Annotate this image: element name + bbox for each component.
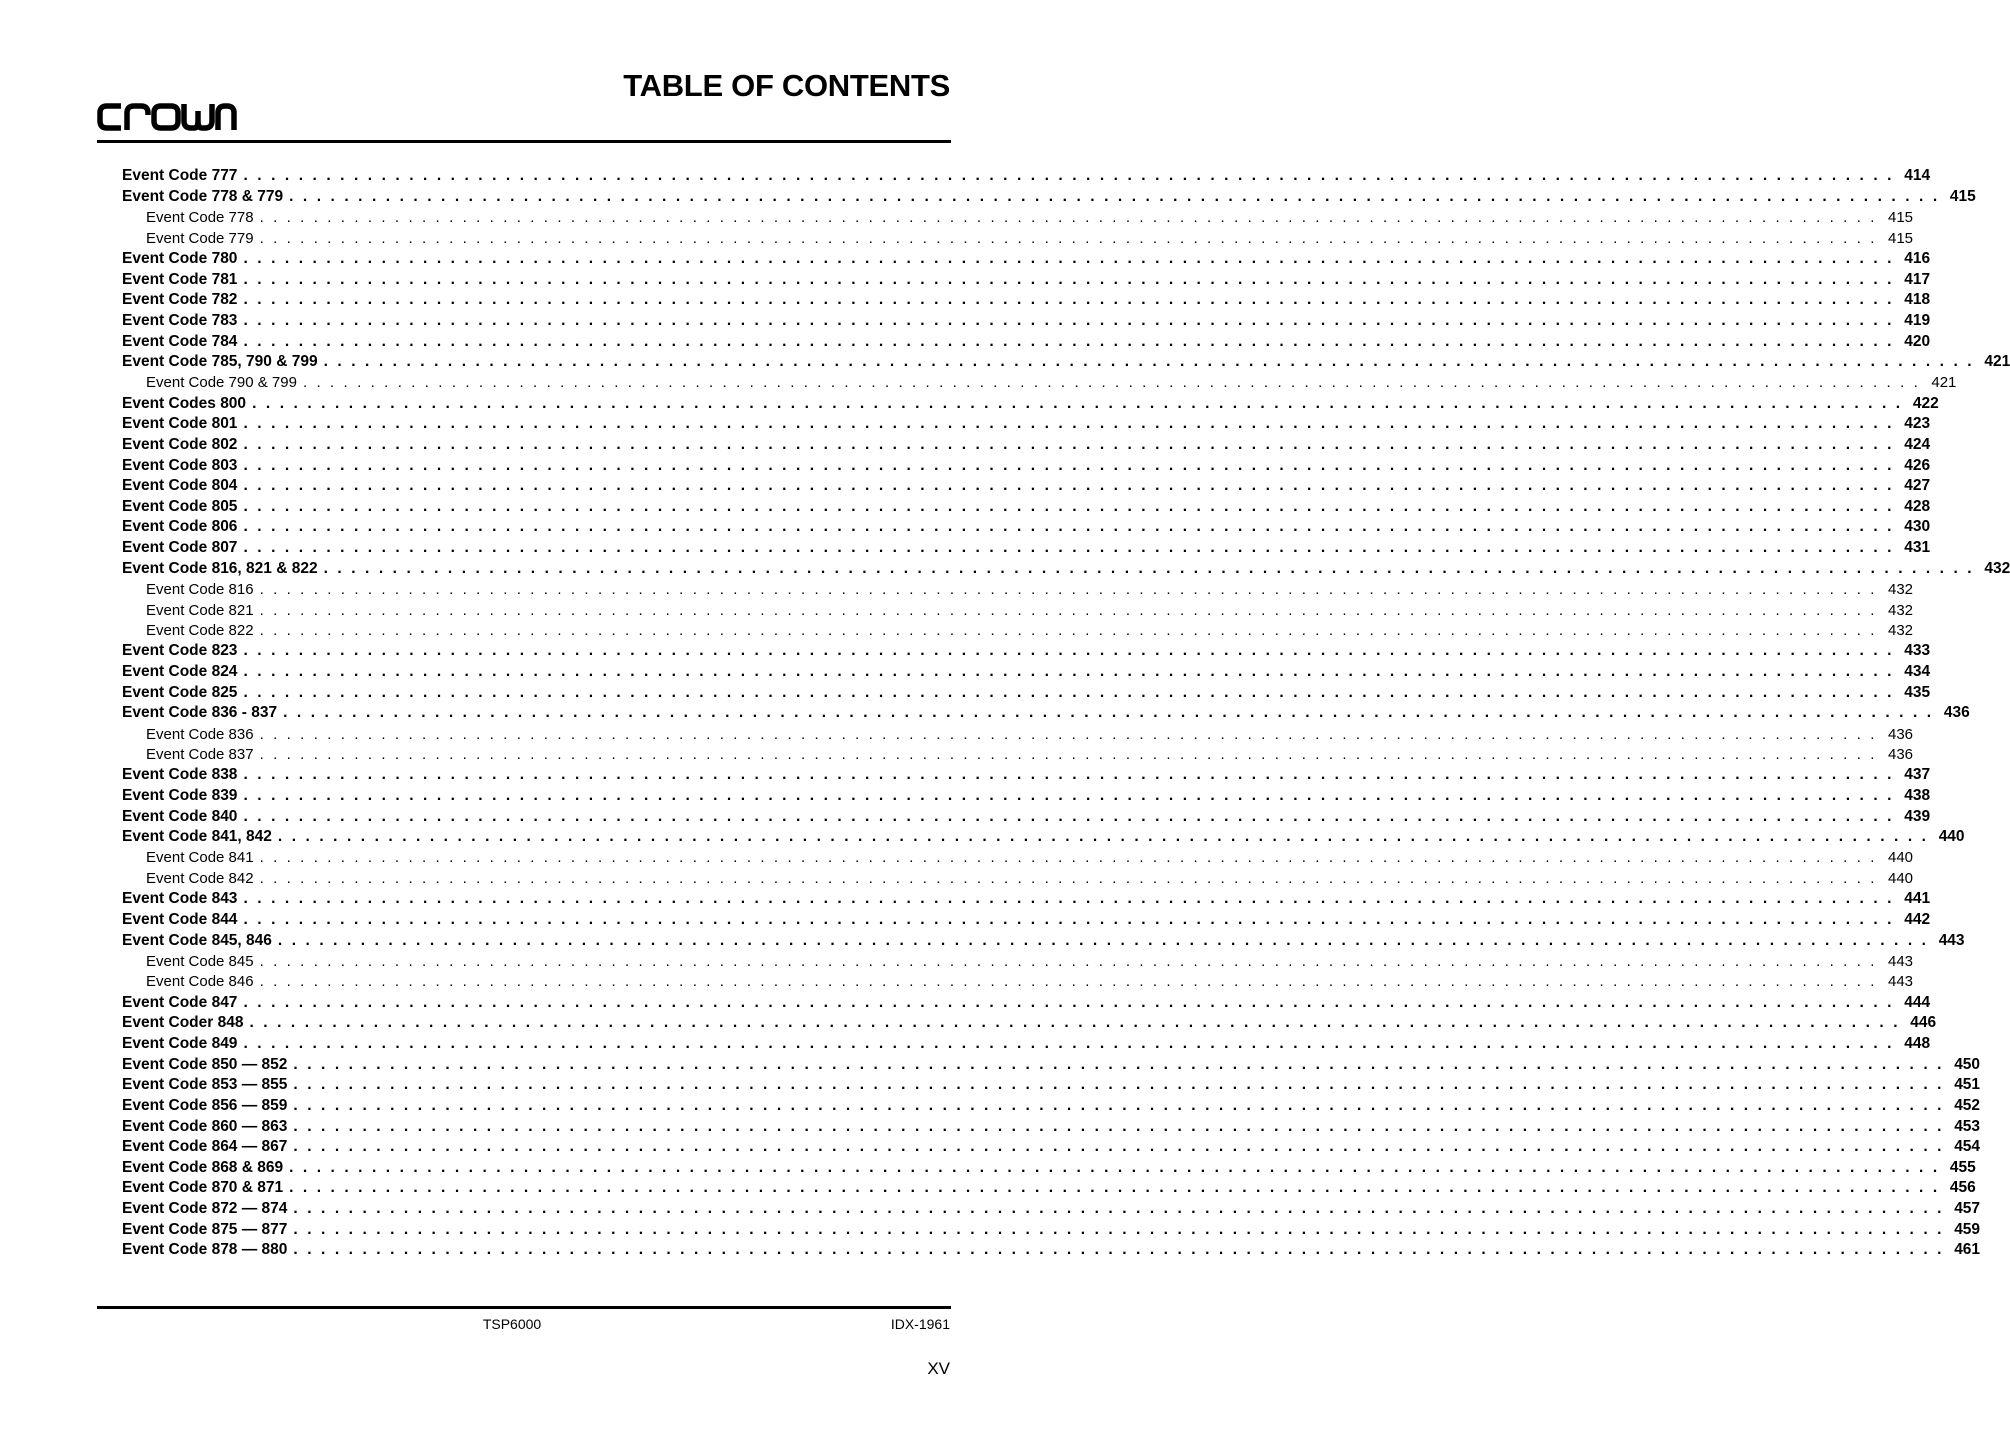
toc-entry-title: Event Code 836 xyxy=(146,726,260,743)
page-title: TABLE OF CONTENTS xyxy=(623,68,950,103)
toc-entry-title: Event Code 878 — 880 xyxy=(122,1241,293,1259)
toc-entry[interactable] xyxy=(122,1096,1981,1117)
toc-dot-leader: . . . . . . . . . . . . . . . . . . . . . . . . . . . . . . . . . . . . . . . . . . . . . . . . . . . . . . . . . . . . . . . . . . . . . . . . . . . . . . . . . . . . . . . . . . . . . . . . . . . . . . . . . . . . . . . . . . . . . . . . xyxy=(243,497,1895,515)
toc-entry[interactable] xyxy=(122,703,1970,724)
toc-dot-leader: . . . . . . . . . . . . . . . . . . . . . . . . . . . . . . . . . . . . . . . . . . . . . . . . . . . . . . . . . . . . . . . . . . . . . . . . . . . . . . . . . . . . . . . . . . . . . . . . . . . . . . . . . . . . . . . . . . . . . . . . xyxy=(243,890,1895,908)
crown-logo xyxy=(97,101,237,133)
toc-dot-leader: . . . . . . . . . . . . . . . . . . . . . . . . . . . . . . . . . . . . . . . . . . . . . . . . . . . . . . . . . . . . . . . . . . . . . . . . . . . . . . . . . . . . . . . . . . . . . . . . . . . . . . . . . . . . . . . . . . . . . . . . xyxy=(293,1220,1945,1238)
toc-entry-page: 426 xyxy=(1894,457,1930,475)
toc-entry-page: 448 xyxy=(1894,1035,1930,1053)
toc-entry-title: Event Code 782 xyxy=(122,291,243,309)
toc-dot-leader: . . . . . . . . . . . . . . . . . . . . . . . . . . . . . . . . . . . . . . . . . . . . . . . . . . . . . . . . . . . . . . . . . . . . . . . . . . . . . . . . . . . . . . . . . . . . . . . . . . . . . . . . . . . . . . . . . . . . . . . . xyxy=(293,1096,1945,1114)
toc-entry-title: Event Code 842 xyxy=(146,870,260,887)
toc-entry[interactable] xyxy=(122,538,1931,559)
toc-entry-page: 436 xyxy=(1877,746,1913,763)
toc-entry-page: 432 xyxy=(1877,581,1913,598)
toc-entry-title: Event Code 846 xyxy=(146,973,260,990)
toc-subentry[interactable] xyxy=(122,951,1914,972)
toc-entry-page: 418 xyxy=(1894,291,1930,309)
toc-entry-title: Event Code 870 & 871 xyxy=(122,1179,289,1197)
toc-entry[interactable] xyxy=(122,476,1931,497)
toc-entry-title: Event Codes 800 xyxy=(122,395,252,413)
toc-dot-leader: . . . . . . . . . . . . . . . . . . . . . . . . . . . . . . . . . . . . . . . . . . . . . . . . . . . . . . . . . . . . . . . . . . . . . . . . . . . . . . . . . . . . . . . . . . . . . . . . . . . . . . . . . . . . . . . . . . . . . . . . xyxy=(293,1138,1945,1156)
toc-dot-leader: . . . . . . . . . . . . . . . . . . . . . . . . . . . . . . . . . . . . . . . . . . . . . . . . . . . . . . . . . . . . . . . . . . . . . . . . . . . . . . . . . . . . . . . . . . . . . . . . . . . . . . . . . . . . . . . . . . . . . . . . xyxy=(243,456,1895,474)
toc-entry[interactable] xyxy=(122,827,1965,848)
toc-dot-leader: . . . . . . . . . . . . . . . . . . . . . . . . . . . . . . . . . . . . . . . . . . . . . . . . . . . . . . . . . . . . . . . . . . . . . . . . . . . . . . . . . . . . . . . . . . . . . . . . . . . . . . . . . . . . . . . . . . . . . . . . xyxy=(259,229,1878,247)
toc-dot-leader: . . . . . . . . . . . . . . . . . . . . . . . . . . . . . . . . . . . . . . . . . . . . . . . . . . . . . . . . . . . . . . . . . . . . . . . . . . . . . . . . . . . . . . . . . . . . . . . . . . . . . . . . . . . . . . . . . . . . . . . . xyxy=(293,1241,1945,1259)
toc-dot-leader: . . . . . . . . . . . . . . . . . . . . . . . . . . . . . . . . . . . . . . . . . . . . . . . . . . . . . . . . . . . . . . . . . . . . . . . . . . . . . . . . . . . . . . . . . . . . . . . . . . . . . . . . . . . . . . . . . . . . . . . . xyxy=(243,311,1895,329)
toc-entry-title: Event Code 840 xyxy=(122,808,243,826)
toc-entry-page: 432 xyxy=(1877,602,1913,619)
toc-entry[interactable] xyxy=(122,889,1931,910)
toc-entry-page: 428 xyxy=(1894,498,1930,516)
toc-entry-page: 452 xyxy=(1944,1097,1980,1115)
toc-dot-leader: . . . . . . . . . . . . . . . . . . . . . . . . . . . . . . . . . . . . . . . . . . . . . . . . . . . . . . . . . . . . . . . . . . . . . . . . . . . . . . . . . . . . . . . . . . . . . . . . . . . . . . . . . . . . . . . . . . . . . . . . xyxy=(293,1200,1945,1218)
toc-entry-page: 416 xyxy=(1894,250,1930,268)
toc-entry-title: Event Code 780 xyxy=(122,250,243,268)
toc-entry-page: 431 xyxy=(1894,539,1930,557)
footer-document-id: TSP6000 xyxy=(482,1316,542,1332)
toc-entry-title: Event Code 860 — 863 xyxy=(122,1118,293,1136)
toc-entry-title: Event Code 777 xyxy=(122,167,243,185)
toc-entry-title: Event Code 856 — 859 xyxy=(122,1097,293,1115)
toc-entry-page: 417 xyxy=(1894,271,1930,289)
toc-entry-title: Event Code 804 xyxy=(122,477,243,495)
toc-dot-leader: . . . . . . . . . . . . . . . . . . . . . . . . . . . . . . . . . . . . . . . . . . . . . . . . . . . . . . . . . . . . . . . . . . . . . . . . . . . . . . . . . . . . . . . . . . . . . . . . . . . . . . . . . . . . . . . . . . . . . . . . xyxy=(243,332,1895,350)
toc-entry-title: Event Code 779 xyxy=(146,230,260,247)
toc-dot-leader: . . . . . . . . . . . . . . . . . . . . . . . . . . . . . . . . . . . . . . . . . . . . . . . . . . . . . . . . . . . . . . . . . . . . . . . . . . . . . . . . . . . . . . . . . . . . . . . . . . . . . . . . . . . . . . . . . . . . . . . . xyxy=(259,952,1878,970)
toc-entry[interactable] xyxy=(122,1178,1976,1199)
toc-entry-title: Event Code 783 xyxy=(122,312,243,330)
toc-entry[interactable] xyxy=(122,682,1931,703)
toc-entry-page: 419 xyxy=(1894,312,1930,330)
toc-entry-page: 437 xyxy=(1894,766,1930,784)
toc-entry-page: 415 xyxy=(1940,188,1976,206)
toc-entry-page: 427 xyxy=(1894,477,1930,495)
toc-dot-leader: . . . . . . . . . . . . . . . . . . . . . . . . . . . . . . . . . . . . . . . . . . . . . . . . . . . . . . . . . . . . . . . . . . . . . . . . . . . . . . . . . . . . . . . . . . . . . . . . . . . . . . . . . . . . . . . . . . . . . . . . xyxy=(323,353,1975,371)
toc-dot-leader: . . . . . . . . . . . . . . . . . . . . . . . . . . . . . . . . . . . . . . . . . . . . . . . . . . . . . . . . . . . . . . . . . . . . . . . . . . . . . . . . . . . . . . . . . . . . . . . . . . . . . . . . . . . . . . . . . . . . . . . . xyxy=(289,1179,1940,1197)
toc-entry-page: 434 xyxy=(1894,663,1930,681)
toc-entry-page: 432 xyxy=(1877,622,1913,639)
toc-entry[interactable] xyxy=(122,352,2010,373)
toc-dot-leader: . . . . . . . . . . . . . . . . . . . . . . . . . . . . . . . . . . . . . . . . . . . . . . . . . . . . . . . . . . . . . . . . . . . . . . . . . . . . . . . . . . . . . . . . . . . . . . . . . . . . . . . . . . . . . . . . . . . . . . . . xyxy=(277,931,1929,949)
toc-entry-title: Event Code 839 xyxy=(122,787,243,805)
toc-dot-leader: . . . . . . . . . . . . . . . . . . . . . . . . . . . . . . . . . . . . . . . . . . . . . . . . . . . . . . . . . . . . . . . . . . . . . . . . . . . . . . . . . . . . . . . . . . . . . . . . . . . . . . . . . . . . . . . . . . . . . . . . xyxy=(293,1117,1945,1135)
toc-dot-leader: . . . . . . . . . . . . . . . . . . . . . . . . . . . . . . . . . . . . . . . . . . . . . . . . . . . . . . . . . . . . . . . . . . . . . . . . . . . . . . . . . . . . . . . . . . . . . . . . . . . . . . . . . . . . . . . . . . . . . . . . xyxy=(243,1034,1895,1052)
toc-subentry[interactable] xyxy=(122,972,1914,993)
toc-dot-leader: . . . . . . . . . . . . . . . . . . . . . . . . . . . . . . . . . . . . . . . . . . . . . . . . . . . . . . . . . . . . . . . . . . . . . . . . . . . . . . . . . . . . . . . . . . . . . . . . . . . . . . . . . . . . . . . . . . . . . . . . xyxy=(293,1055,1945,1073)
toc-entry-title: Event Code 802 xyxy=(122,436,243,454)
toc-dot-leader: . . . . . . . . . . . . . . . . . . . . . . . . . . . . . . . . . . . . . . . . . . . . . . . . . . . . . . . . . . . . . . . . . . . . . . . . . . . . . . . . . . . . . . . . . . . . . . . . . . . . . . . . . . . . . . . . . . . . . . . . xyxy=(323,559,1975,577)
toc-entry[interactable] xyxy=(122,331,1931,352)
toc-subentry[interactable] xyxy=(122,744,1914,765)
toc-entry-title: Event Code 845 xyxy=(146,953,260,970)
toc-entry-title: Event Code 801 xyxy=(122,415,243,433)
toc-subentry[interactable] xyxy=(122,868,1914,889)
toc-entry-title: Event Code 847 xyxy=(122,994,243,1012)
toc-entry-page: 440 xyxy=(1877,849,1913,866)
toc-dot-leader: . . . . . . . . . . . . . . . . . . . . . . . . . . . . . . . . . . . . . . . . . . . . . . . . . . . . . . . . . . . . . . . . . . . . . . . . . . . . . . . . . . . . . . . . . . . . . . . . . . . . . . . . . . . . . . . . . . . . . . . . xyxy=(259,973,1878,991)
toc-entry-title: Event Code 850 — 852 xyxy=(122,1056,293,1074)
toc-entry-page: 457 xyxy=(1944,1200,1980,1218)
toc-dot-leader: . . . . . . . . . . . . . . . . . . . . . . . . . . . . . . . . . . . . . . . . . . . . . . . . . . . . . . . . . . . . . . . . . . . . . . . . . . . . . . . . . . . . . . . . . . . . . . . . . . . . . . . . . . . . . . . . . . . . . . . . xyxy=(243,539,1895,557)
toc-subentry[interactable] xyxy=(122,373,1957,394)
toc-dot-leader: . . . . . . . . . . . . . . . . . . . . . . . . . . . . . . . . . . . . . . . . . . . . . . . . . . . . . . . . . . . . . . . . . . . . . . . . . . . . . . . . . . . . . . . . . . . . . . . . . . . . . . . . . . . . . . . . . . . . . . . . xyxy=(243,477,1895,495)
toc-entry-page: 444 xyxy=(1894,994,1930,1012)
toc-dot-leader: . . . . . . . . . . . . . . . . . . . . . . . . . . . . . . . . . . . . . . . . . . . . . . . . . . . . . . . . . . . . . . . . . . . . . . . . . . . . . . . . . . . . . . . . . . . . . . . . . . . . . . . . . . . . . . . . . . . . . . . . xyxy=(283,704,1934,722)
toc-entry-page: 423 xyxy=(1894,415,1930,433)
toc-dot-leader: . . . . . . . . . . . . . . . . . . . . . . . . . . . . . . . . . . . . . . . . . . . . . . . . . . . . . . . . . . . . . . . . . . . . . . . . . . . . . . . . . . . . . . . . . . . . . . . . . . . . . . . . . . . . . . . . . . . . . . . . xyxy=(243,993,1895,1011)
toc-entry[interactable] xyxy=(122,1116,1981,1137)
toc-entry-title: Event Code 841 xyxy=(146,849,260,866)
toc-entry-title: Event Code 822 xyxy=(146,622,260,639)
toc-dot-leader: . . . . . . . . . . . . . . . . . . . . . . . . . . . . . . . . . . . . . . . . . . . . . . . . . . . . . . . . . . . . . . . . . . . . . . . . . . . . . . . . . . . . . . . . . . . . . . . . . . . . . . . . . . . . . . . . . . . . . . . . xyxy=(293,1076,1945,1094)
toc-dot-leader: . . . . . . . . . . . . . . . . . . . . . . . . . . . . . . . . . . . . . . . . . . . . . . . . . . . . . . . . . . . . . . . . . . . . . . . . . . . . . . . . . . . . . . . . . . . . . . . . . . . . . . . . . . . . . . . . . . . . . . . . xyxy=(243,291,1895,309)
footer-rule xyxy=(97,1306,951,1309)
toc-subentry[interactable] xyxy=(122,207,1914,228)
toc-entry-page: 420 xyxy=(1894,333,1930,351)
header-rule xyxy=(97,140,951,143)
toc-dot-leader: . . . . . . . . . . . . . . . . . . . . . . . . . . . . . . . . . . . . . . . . . . . . . . . . . . . . . . . . . . . . . . . . . . . . . . . . . . . . . . . . . . . . . . . . . . . . . . . . . . . . . . . . . . . . . . . . . . . . . . . . xyxy=(259,622,1878,640)
toc-dot-leader: . . . . . . . . . . . . . . . . . . . . . . . . . . . . . . . . . . . . . . . . . . . . . . . . . . . . . . . . . . . . . . . . . . . . . . . . . . . . . . . . . . . . . . . . . . . . . . . . . . . . . . . . . . . . . . . . . . . . . . . . xyxy=(243,663,1895,681)
toc-entry[interactable] xyxy=(122,497,1931,518)
toc-subentry[interactable] xyxy=(122,620,1914,641)
toc-entry-page: 415 xyxy=(1877,230,1913,247)
toc-entry-title: Event Code 825 xyxy=(122,684,243,702)
page-number: XV xyxy=(927,1359,950,1378)
toc-entry[interactable] xyxy=(122,455,1931,476)
toc-entry[interactable] xyxy=(122,1240,1981,1261)
toc-entry-title: Event Coder 848 xyxy=(122,1014,249,1032)
toc-dot-leader: . . . . . . . . . . . . . . . . . . . . . . . . . . . . . . . . . . . . . . . . . . . . . . . . . . . . . . . . . . . . . . . . . . . . . . . . . . . . . . . . . . . . . . . . . . . . . . . . . . . . . . . . . . . . . . . . . . . . . . . . xyxy=(243,910,1895,928)
toc-entry-title: Event Code 821 xyxy=(146,602,260,619)
toc-entry-page: 424 xyxy=(1894,436,1930,454)
toc-entry-title: Event Code 790 & 799 xyxy=(146,374,303,391)
toc-entry-page: 421 xyxy=(1974,353,2010,371)
toc-dot-leader: . . . . . . . . . . . . . . . . . . . . . . . . . . . . . . . . . . . . . . . . . . . . . . . . . . . . . . . . . . . . . . . . . . . . . . . . . . . . . . . . . . . . . . . . . . . . . . . . . . . . . . . . . . . . . . . . . . . . . . . . xyxy=(252,394,1903,412)
toc-entry-page: 440 xyxy=(1929,828,1965,846)
toc-entry-page: 443 xyxy=(1929,932,1965,950)
toc-entry-page: 414 xyxy=(1894,167,1930,185)
toc-entry-title: Event Code 824 xyxy=(122,663,243,681)
toc-entry-title: Event Code 806 xyxy=(122,518,243,536)
toc-entry-page: 438 xyxy=(1894,787,1930,805)
toc-entry[interactable] xyxy=(122,290,1931,311)
toc-entry-title: Event Code 849 xyxy=(122,1035,243,1053)
toc-entry-page: 432 xyxy=(1974,560,2010,578)
toc-dot-leader: . . . . . . . . . . . . . . . . . . . . . . . . . . . . . . . . . . . . . . . . . . . . . . . . . . . . . . . . . . . . . . . . . . . . . . . . . . . . . . . . . . . . . . . . . . . . . . . . . . . . . . . . . . . . . . . . . . . . . . . . xyxy=(243,518,1895,536)
toc-dot-leader: . . . . . . . . . . . . . . . . . . . . . . . . . . . . . . . . . . . . . . . . . . . . . . . . . . . . . . . . . . . . . . . . . . . . . . . . . . . . . . . . . . . . . . . . . . . . . . . . . . . . . . . . . . . . . . . . . . . . . . . . xyxy=(302,374,1921,392)
toc-entry[interactable] xyxy=(122,517,1931,538)
toc-entry-page: 415 xyxy=(1877,209,1913,226)
toc-entry[interactable] xyxy=(122,1219,1981,1240)
toc-entry[interactable] xyxy=(122,249,1931,270)
toc-entry-page: 422 xyxy=(1903,395,1939,413)
toc-entry[interactable] xyxy=(122,187,1976,208)
toc-entry-title: Event Code 837 xyxy=(146,746,260,763)
toc-dot-leader: . . . . . . . . . . . . . . . . . . . . . . . . . . . . . . . . . . . . . . . . . . . . . . . . . . . . . . . . . . . . . . . . . . . . . . . . . . . . . . . . . . . . . . . . . . . . . . . . . . . . . . . . . . . . . . . . . . . . . . . . xyxy=(243,415,1895,433)
toc-dot-leader: . . . . . . . . . . . . . . . . . . . . . . . . . . . . . . . . . . . . . . . . . . . . . . . . . . . . . . . . . . . . . . . . . . . . . . . . . . . . . . . . . . . . . . . . . . . . . . . . . . . . . . . . . . . . . . . . . . . . . . . . xyxy=(243,766,1895,784)
toc-entry-title: Event Code 843 xyxy=(122,890,243,908)
toc-subentry[interactable] xyxy=(122,848,1914,869)
toc-entry-title: Event Code 872 — 874 xyxy=(122,1200,293,1218)
toc-entry[interactable] xyxy=(122,414,1931,435)
toc-dot-leader: . . . . . . . . . . . . . . . . . . . . . . . . . . . . . . . . . . . . . . . . . . . . . . . . . . . . . . . . . . . . . . . . . . . . . . . . . . . . . . . . . . . . . . . . . . . . . . . . . . . . . . . . . . . . . . . . . . . . . . . . xyxy=(259,725,1878,743)
toc-entry-title: Event Code 784 xyxy=(122,333,243,351)
toc-dot-leader: . . . . . . . . . . . . . . . . . . . . . . . . . . . . . . . . . . . . . . . . . . . . . . . . . . . . . . . . . . . . . . . . . . . . . . . . . . . . . . . . . . . . . . . . . . . . . . . . . . . . . . . . . . . . . . . . . . . . . . . . xyxy=(243,435,1895,453)
toc-entry[interactable] xyxy=(122,166,1931,187)
toc-entry[interactable] xyxy=(122,269,1931,290)
toc-entry-title: Event Code 803 xyxy=(122,457,243,475)
toc-entry[interactable] xyxy=(122,806,1931,827)
toc-entry[interactable] xyxy=(122,1034,1931,1055)
toc-entry-page: 454 xyxy=(1944,1138,1980,1156)
toc-entry-title: Event Code 778 xyxy=(146,209,260,226)
toc-subentry[interactable] xyxy=(122,228,1914,249)
toc-entry-title: Event Code 778 & 779 xyxy=(122,188,289,206)
toc-entry-page: 450 xyxy=(1944,1056,1980,1074)
toc-entry[interactable] xyxy=(122,558,2010,579)
toc-entry[interactable] xyxy=(122,786,1931,807)
footer-index-code: IDX-1961 xyxy=(890,1316,950,1332)
toc-entry-title: Event Code 836 - 837 xyxy=(122,704,283,722)
toc-entry-page: 435 xyxy=(1894,684,1930,702)
toc-entry[interactable] xyxy=(122,1137,1981,1158)
toc-entry[interactable] xyxy=(122,910,1931,931)
toc-entry-page: 436 xyxy=(1934,704,1970,722)
toc-dot-leader: . . . . . . . . . . . . . . . . . . . . . . . . . . . . . . . . . . . . . . . . . . . . . . . . . . . . . . . . . . . . . . . . . . . . . . . . . . . . . . . . . . . . . . . . . . . . . . . . . . . . . . . . . . . . . . . . . . . . . . . . xyxy=(277,828,1929,846)
toc-entry[interactable] xyxy=(122,1075,1981,1096)
toc-entry-page: 440 xyxy=(1877,870,1913,887)
toc-entry[interactable] xyxy=(122,765,1931,786)
toc-dot-leader: . . . . . . . . . . . . . . . . . . . . . . . . . . . . . . . . . . . . . . . . . . . . . . . . . . . . . . . . . . . . . . . . . . . . . . . . . . . . . . . . . . . . . . . . . . . . . . . . . . . . . . . . . . . . . . . . . . . . . . . . xyxy=(243,167,1895,185)
toc-entry[interactable] xyxy=(122,641,1931,662)
toc-subentry[interactable] xyxy=(122,579,1914,600)
toc-entry[interactable] xyxy=(122,311,1931,332)
toc-dot-leader: . . . . . . . . . . . . . . . . . . . . . . . . . . . . . . . . . . . . . . . . . . . . . . . . . . . . . . . . . . . . . . . . . . . . . . . . . . . . . . . . . . . . . . . . . . . . . . . . . . . . . . . . . . . . . . . . . . . . . . . . xyxy=(289,187,1940,205)
table-of-contents xyxy=(122,166,2010,1261)
toc-entry[interactable] xyxy=(122,1054,1981,1075)
toc-entry-title: Event Code 807 xyxy=(122,539,243,557)
toc-entry-title: Event Code 868 & 869 xyxy=(122,1159,289,1177)
toc-dot-leader: . . . . . . . . . . . . . . . . . . . . . . . . . . . . . . . . . . . . . . . . . . . . . . . . . . . . . . . . . . . . . . . . . . . . . . . . . . . . . . . . . . . . . . . . . . . . . . . . . . . . . . . . . . . . . . . . . . . . . . . . xyxy=(259,870,1878,888)
toc-entry-page: 443 xyxy=(1877,953,1913,970)
toc-entry-page: 461 xyxy=(1944,1241,1980,1259)
toc-entry-page: 443 xyxy=(1877,973,1913,990)
toc-entry-page: 456 xyxy=(1940,1179,1976,1197)
toc-entry-page: 455 xyxy=(1940,1159,1976,1177)
toc-entry-page: 433 xyxy=(1894,642,1930,660)
toc-entry-title: Event Code 845, 846 xyxy=(122,932,278,950)
toc-entry-title: Event Code 816 xyxy=(146,581,260,598)
toc-dot-leader: . . . . . . . . . . . . . . . . . . . . . . . . . . . . . . . . . . . . . . . . . . . . . . . . . . . . . . . . . . . . . . . . . . . . . . . . . . . . . . . . . . . . . . . . . . . . . . . . . . . . . . . . . . . . . . . . . . . . . . . . xyxy=(259,209,1878,227)
toc-entry[interactable] xyxy=(122,1199,1981,1220)
toc-subentry[interactable] xyxy=(122,600,1914,621)
toc-dot-leader: . . . . . . . . . . . . . . . . . . . . . . . . . . . . . . . . . . . . . . . . . . . . . . . . . . . . . . . . . . . . . . . . . . . . . . . . . . . . . . . . . . . . . . . . . . . . . . . . . . . . . . . . . . . . . . . . . . . . . . . . xyxy=(243,249,1895,267)
toc-entry-page: 453 xyxy=(1944,1118,1980,1136)
toc-dot-leader: . . . . . . . . . . . . . . . . . . . . . . . . . . . . . . . . . . . . . . . . . . . . . . . . . . . . . . . . . . . . . . . . . . . . . . . . . . . . . . . . . . . . . . . . . . . . . . . . . . . . . . . . . . . . . . . . . . . . . . . . xyxy=(289,1158,1940,1176)
toc-entry-title: Event Code 805 xyxy=(122,498,243,516)
toc-dot-leader: . . . . . . . . . . . . . . . . . . . . . . . . . . . . . . . . . . . . . . . . . . . . . . . . . . . . . . . . . . . . . . . . . . . . . . . . . . . . . . . . . . . . . . . . . . . . . . . . . . . . . . . . . . . . . . . . . . . . . . . . xyxy=(243,787,1895,805)
toc-entry-page: 446 xyxy=(1900,1014,1936,1032)
toc-entry[interactable] xyxy=(122,930,1965,951)
toc-dot-leader: . . . . . . . . . . . . . . . . . . . . . . . . . . . . . . . . . . . . . . . . . . . . . . . . . . . . . . . . . . . . . . . . . . . . . . . . . . . . . . . . . . . . . . . . . . . . . . . . . . . . . . . . . . . . . . . . . . . . . . . . xyxy=(243,807,1895,825)
toc-dot-leader: . . . . . . . . . . . . . . . . . . . . . . . . . . . . . . . . . . . . . . . . . . . . . . . . . . . . . . . . . . . . . . . . . . . . . . . . . . . . . . . . . . . . . . . . . . . . . . . . . . . . . . . . . . . . . . . . . . . . . . . . xyxy=(259,849,1878,867)
toc-entry-title: Event Code 853 — 855 xyxy=(122,1076,293,1094)
toc-entry-page: 442 xyxy=(1894,911,1930,929)
toc-entry-title: Event Code 864 — 867 xyxy=(122,1138,293,1156)
toc-entry[interactable] xyxy=(122,662,1931,683)
toc-subentry[interactable] xyxy=(122,724,1914,745)
toc-entry-page: 459 xyxy=(1944,1221,1980,1239)
toc-entry-page: 441 xyxy=(1894,890,1930,908)
toc-dot-leader: . . . . . . . . . . . . . . . . . . . . . . . . . . . . . . . . . . . . . . . . . . . . . . . . . . . . . . . . . . . . . . . . . . . . . . . . . . . . . . . . . . . . . . . . . . . . . . . . . . . . . . . . . . . . . . . . . . . . . . . . xyxy=(249,1014,1901,1032)
toc-entry-title: Event Code 838 xyxy=(122,766,243,784)
toc-entry-title: Event Code 816, 821 & 822 xyxy=(122,560,324,578)
toc-entry-title: Event Code 823 xyxy=(122,642,243,660)
toc-entry-title: Event Code 785, 790 & 799 xyxy=(122,353,324,371)
toc-dot-leader: . . . . . . . . . . . . . . . . . . . . . . . . . . . . . . . . . . . . . . . . . . . . . . . . . . . . . . . . . . . . . . . . . . . . . . . . . . . . . . . . . . . . . . . . . . . . . . . . . . . . . . . . . . . . . . . . . . . . . . . . xyxy=(243,683,1895,701)
toc-dot-leader: . . . . . . . . . . . . . . . . . . . . . . . . . . . . . . . . . . . . . . . . . . . . . . . . . . . . . . . . . . . . . . . . . . . . . . . . . . . . . . . . . . . . . . . . . . . . . . . . . . . . . . . . . . . . . . . . . . . . . . . . xyxy=(243,270,1895,288)
toc-entry[interactable] xyxy=(122,1013,1937,1034)
toc-entry-title: Event Code 841, 842 xyxy=(122,828,278,846)
toc-entry-page: 436 xyxy=(1877,726,1913,743)
toc-entry-page: 421 xyxy=(1920,374,1956,391)
toc-entry-page: 451 xyxy=(1944,1076,1980,1094)
toc-entry[interactable] xyxy=(122,1158,1976,1179)
toc-dot-leader: . . . . . . . . . . . . . . . . . . . . . . . . . . . . . . . . . . . . . . . . . . . . . . . . . . . . . . . . . . . . . . . . . . . . . . . . . . . . . . . . . . . . . . . . . . . . . . . . . . . . . . . . . . . . . . . . . . . . . . . . xyxy=(259,601,1878,619)
toc-dot-leader: . . . . . . . . . . . . . . . . . . . . . . . . . . . . . . . . . . . . . . . . . . . . . . . . . . . . . . . . . . . . . . . . . . . . . . . . . . . . . . . . . . . . . . . . . . . . . . . . . . . . . . . . . . . . . . . . . . . . . . . . xyxy=(243,642,1895,660)
toc-entry[interactable] xyxy=(122,435,1931,456)
toc-entry-title: Event Code 844 xyxy=(122,911,243,929)
toc-entry-title: Event Code 875 — 877 xyxy=(122,1221,293,1239)
toc-entry[interactable] xyxy=(122,992,1931,1013)
toc-entry-title: Event Code 781 xyxy=(122,271,243,289)
toc-entry-page: 430 xyxy=(1894,518,1930,536)
toc-dot-leader: . . . . . . . . . . . . . . . . . . . . . . . . . . . . . . . . . . . . . . . . . . . . . . . . . . . . . . . . . . . . . . . . . . . . . . . . . . . . . . . . . . . . . . . . . . . . . . . . . . . . . . . . . . . . . . . . . . . . . . . . xyxy=(259,746,1878,764)
toc-entry[interactable] xyxy=(122,393,1939,414)
toc-entry-page: 439 xyxy=(1894,808,1930,826)
toc-dot-leader: . . . . . . . . . . . . . . . . . . . . . . . . . . . . . . . . . . . . . . . . . . . . . . . . . . . . . . . . . . . . . . . . . . . . . . . . . . . . . . . . . . . . . . . . . . . . . . . . . . . . . . . . . . . . . . . . . . . . . . . . xyxy=(259,580,1878,598)
